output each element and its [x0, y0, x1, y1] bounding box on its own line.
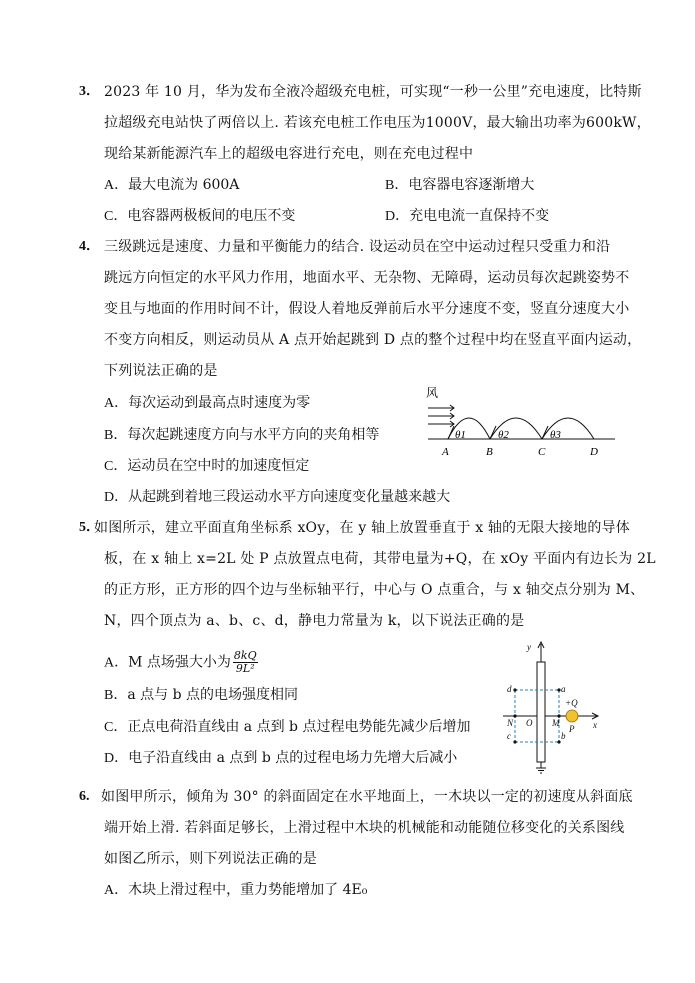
question-text-line: 端开始上滑. 若斜面足够长，上滑过程中木块的机械能和动能随位移变化的关系图线	[104, 820, 625, 836]
question-number: 4．	[79, 239, 100, 254]
point-label: C	[538, 446, 546, 458]
question-text-line: 现给某新能源汽车上的超级电容进行充电，则在充电过程中	[104, 146, 474, 162]
option-b: B．a 点与 b 点的电场强度相同	[104, 687, 299, 703]
option-c: C．正点电荷沿直线由 a 点到 b 点过程电势能先减少后增加	[104, 719, 471, 735]
question-text-line: 的正方形，正方形的四个边与坐标轴平行，中心与 O 点重合，与 x 轴交点分别为 M、	[104, 582, 645, 598]
option-c: C．运动员在空中时的加速度恒定	[104, 458, 310, 474]
option-a: A．最大电流为 600A	[104, 177, 240, 193]
question-text-line: 三级跳远是速度、力量和平衡能力的结合. 设运动员在空中运动过程只受重力和沿	[104, 239, 611, 255]
option-b: B．每次起跳速度方向与水平方向的夹角相等	[104, 427, 380, 443]
angle-label: θ1	[455, 429, 466, 441]
option-d: D．从起跳到着地三段运动水平方向速度变化量越来越大	[104, 489, 451, 505]
point-label: M	[552, 718, 560, 728]
point-label: c	[507, 731, 511, 741]
question-number: 5．	[79, 520, 100, 535]
point-charge	[566, 710, 578, 722]
wind-label: 风	[426, 386, 439, 400]
point-label: d	[507, 684, 512, 694]
question-text-line: N，四个顶点为 a、b、c、d，静电力常量为 k，以下说法正确的是	[104, 613, 525, 629]
point-label: B	[486, 446, 493, 458]
question-text-line: 2023 年 10 月，华为发布全液冷超级充电桩，可实现“一秒一公里”充电速度，比特斯	[104, 84, 642, 100]
option-b: B．电容器电容逐渐增大	[385, 177, 535, 193]
question-text-line: 变且与地面的作用时间不计，假设人着地反弹前后水平分速度不变，竖直分速度大小	[104, 301, 630, 317]
axis-label: x	[593, 720, 597, 730]
question-text-line: 如图所示，建立平面直角坐标系 xOy，在 y 轴上放置垂直于 x 轴的无限大接地的导体	[94, 520, 630, 536]
point-label: a	[561, 684, 566, 694]
point-label: O	[526, 718, 533, 728]
question-text-line: 板，在 x 轴上 x=2L 处 P 点放置点电荷，其带电量为+Q，在 xOy 平面内有边长为 2L	[104, 551, 656, 567]
point-label: b	[561, 731, 566, 741]
triple-jump-figure	[420, 382, 620, 462]
question-text-line: 不变方向相反，则运动员从 A 点开始起跳到 D 点的整个过程中均在竖直平面内运动，	[104, 332, 642, 348]
option-a: A．每次运动到最高点时速度为零	[104, 395, 311, 411]
question-text-line: 拉超级充电站快了两倍以上. 若该充电桩工作电压为1000V，最大输出功率为600kW，	[104, 115, 651, 131]
option-a: A．木块上滑过程中，重力势能增加了 4E₀	[104, 882, 368, 898]
charge-label: +Q	[565, 698, 578, 708]
point-label: D	[590, 446, 598, 458]
point-label: A	[442, 446, 449, 458]
question-text-line: 跳远方向恒定的水平风力作用，地面水平、无杂物、无障碍，运动员每次起跳姿势不	[104, 270, 630, 286]
point-label: P	[569, 724, 575, 734]
option-d: D．充电电流一直保持不变	[385, 208, 550, 224]
option-d: D．电子沿直线由 a 点到 b 点的过程电场力先增大后减小	[104, 750, 458, 766]
angle-label: θ2	[498, 429, 509, 441]
conductor-plate	[537, 662, 545, 762]
option-a: A．M 点场强大小为 $\frac{8kQ}{\text{9L²}}$	[104, 649, 257, 675]
coordinate-figure	[497, 636, 607, 774]
question-number: 3．	[79, 84, 100, 99]
fraction: $\frac{8kQ}{\text{9L²}}$	[233, 649, 257, 675]
point-label: N	[507, 718, 514, 728]
axis-label: y	[527, 642, 531, 652]
question-text-line: 下列说法正确的是	[104, 363, 218, 379]
question-text-line: 如图甲所示，倾角为 30° 的斜面固定在水平地面上，一木块以一定的初速度从斜面底	[101, 789, 633, 805]
option-c: C．电容器两极板间的电压不变	[104, 208, 296, 224]
angle-label: θ3	[550, 429, 561, 441]
question-text-line: 如图乙所示，则下列说法正确的是	[104, 851, 317, 867]
question-number: 6.	[79, 789, 90, 804]
